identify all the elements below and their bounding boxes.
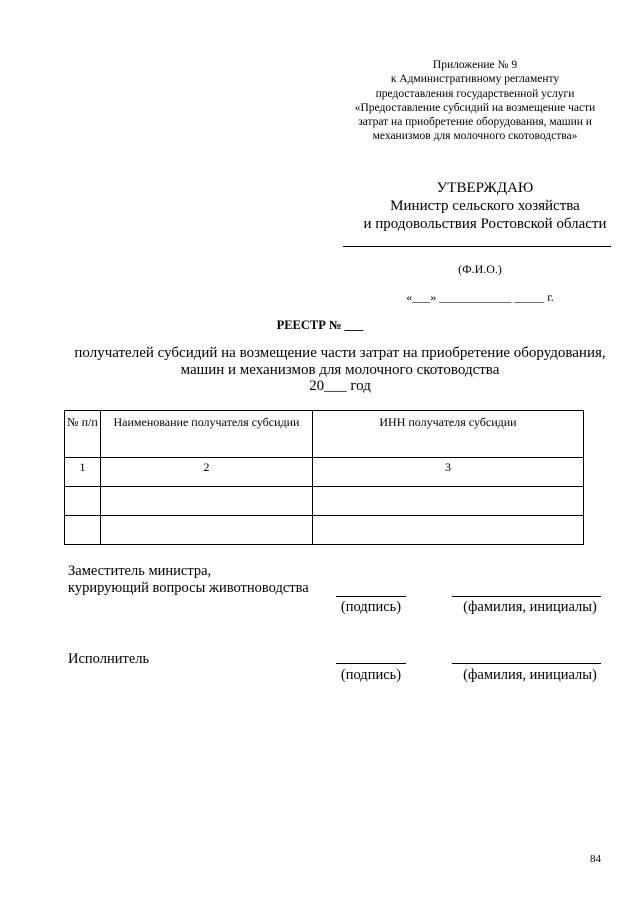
deputy-minister-label [68, 563, 309, 597]
appendix-line: затрат на приобретение оборудования, машин и [358, 116, 592, 129]
approver-signature-line [343, 246, 611, 247]
deputy-signature-line [336, 596, 406, 597]
table-cell [101, 516, 313, 545]
table-cell [313, 487, 584, 516]
table-cell: 3 [313, 458, 584, 487]
executor-label: Исполнитель [68, 651, 150, 667]
fio-caption: (Ф.И.О.) [458, 262, 502, 276]
approval-date-line: «___» ____________ _____ г. [406, 290, 554, 304]
appendix-line: предоставления государственной услуги [375, 87, 575, 100]
approval-position-line: Министр сельского хозяйства [390, 198, 580, 214]
table-cell: 2 [101, 458, 313, 487]
table-row [65, 516, 584, 545]
appendix-line: Приложение № 9 [432, 59, 518, 71]
table-cell [313, 516, 584, 545]
deputy-name-line [452, 596, 601, 597]
executor-signature-line [336, 663, 406, 664]
header-recipient-name: Наименование получателя субсидии [101, 411, 313, 458]
table-cell: 1 [65, 458, 101, 487]
deputy-signature-caption: (подпись) [340, 599, 402, 615]
table-cell [65, 516, 101, 545]
header-number: № п/п [65, 411, 101, 458]
register-subject [40, 345, 640, 395]
approval-position-line: и продовольствия Ростовской области [363, 216, 607, 232]
executor-signature-caption: (подпись) [340, 667, 402, 683]
appendix-line: механизмов для молочного скотоводства» [372, 130, 578, 143]
table-cell [101, 487, 313, 516]
table-row [65, 487, 584, 516]
executor-name-caption: (фамилия, инициалы) [463, 667, 597, 683]
subject-line: машин и механизмов для молочного скотоводства [180, 361, 500, 378]
deputy-name-caption: (фамилия, инициалы) [463, 599, 597, 615]
approval-block [330, 179, 640, 233]
approval-heading: УТВЕРЖДАЮ [436, 180, 534, 196]
appendix-block [330, 58, 620, 144]
table-numbering-row [65, 458, 584, 487]
register-title: РЕЕСТР № ___ [276, 318, 364, 332]
subject-line: получателей субсидий на возмещение части затрат на приобретение оборудования, [74, 345, 606, 361]
appendix-line: «Предоставление субсидий на возмещение части [354, 101, 596, 114]
deputy-label-line: курирующий вопросы животноводства [68, 580, 309, 596]
year-line: 20___ год [309, 378, 371, 394]
header-inn: ИНН получателя субсидии [313, 411, 584, 458]
appendix-line: к Административному регламенту [390, 73, 560, 86]
page-number: 84 [590, 853, 601, 865]
table-header-row [65, 411, 584, 458]
register-table [64, 410, 584, 545]
deputy-label-line: Заместитель министра, [68, 563, 212, 579]
executor-name-line [452, 663, 601, 664]
table-cell [65, 487, 101, 516]
